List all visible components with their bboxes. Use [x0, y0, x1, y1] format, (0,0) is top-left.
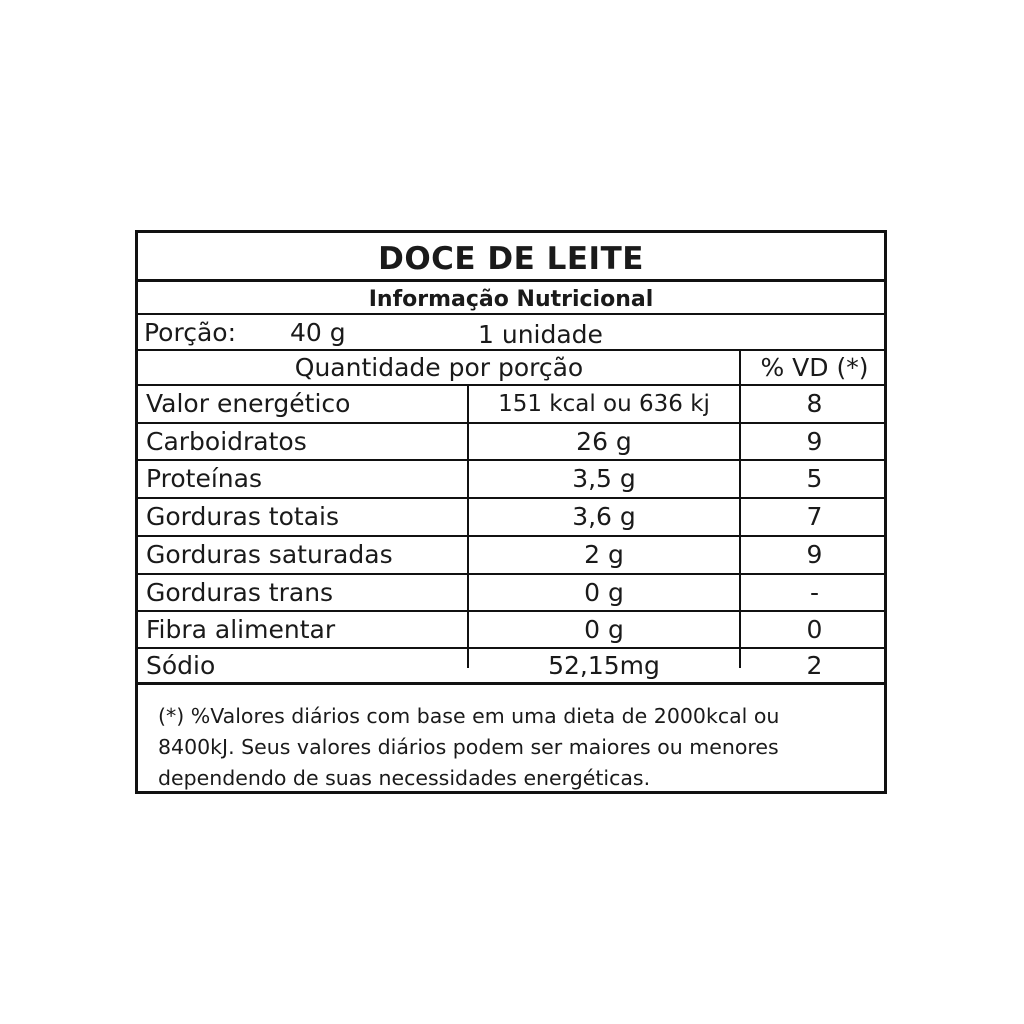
nutrient-name: Gorduras trans [146, 578, 334, 607]
nutrient-name: Fibra alimentar [146, 615, 336, 644]
dv-header: % VD (*) [760, 353, 869, 382]
footnote-line: dependendo de suas necessidades energéticas. [158, 766, 651, 790]
nutrient-amount: 2 g [584, 540, 624, 569]
nutrient-amount: 26 g [576, 427, 632, 456]
serving-amount: 40 g [290, 318, 346, 347]
serving-unit: 1 unidade [478, 320, 603, 349]
nutrient-amount: 52,15mg [548, 651, 660, 680]
nutrient-dv: 7 [806, 502, 823, 531]
nutrient-dv: 0 [806, 615, 823, 644]
nutrient-dv: 2 [806, 651, 823, 680]
nutrient-name: Proteínas [146, 464, 262, 493]
nutrient-amount: 3,5 g [572, 464, 636, 493]
product-title: DOCE DE LEITE [378, 241, 644, 277]
divider [138, 313, 884, 315]
nutrient-name: Sódio [146, 651, 216, 680]
nutrition-label [135, 230, 887, 794]
nutrient-amount: 151 kcal ou 636 kj [498, 391, 710, 417]
nutrient-amount: 0 g [584, 615, 624, 644]
nutrient-dv: - [809, 578, 820, 607]
nutrient-dv: 9 [806, 540, 823, 569]
nutrient-amount: 0 g [584, 578, 624, 607]
divider [138, 682, 884, 685]
quantity-header: Quantidade por porção [294, 353, 584, 382]
nutrient-name: Carboidratos [146, 427, 307, 456]
section-title: Informação Nutricional [368, 287, 654, 312]
divider [138, 279, 884, 282]
nutrient-name: Gorduras saturadas [146, 540, 393, 569]
nutrient-dv: 5 [806, 464, 823, 493]
serving-label: Porção: [144, 318, 236, 347]
column-divider [467, 384, 469, 668]
nutrient-amount: 3,6 g [572, 502, 636, 531]
column-divider [739, 384, 741, 668]
nutrient-dv: 9 [806, 427, 823, 456]
nutrient-name: Gorduras totais [146, 502, 339, 531]
nutrient-dv: 8 [806, 389, 823, 418]
footnote-line: 8400kJ. Seus valores diários podem ser maiores ou menores [158, 735, 779, 759]
nutrient-name: Valor energético [146, 389, 351, 418]
column-divider [739, 349, 741, 384]
footnote-line: (*) %Valores diários com base em uma dieta de 2000kcal ou [158, 704, 780, 728]
footnote [158, 701, 873, 794]
